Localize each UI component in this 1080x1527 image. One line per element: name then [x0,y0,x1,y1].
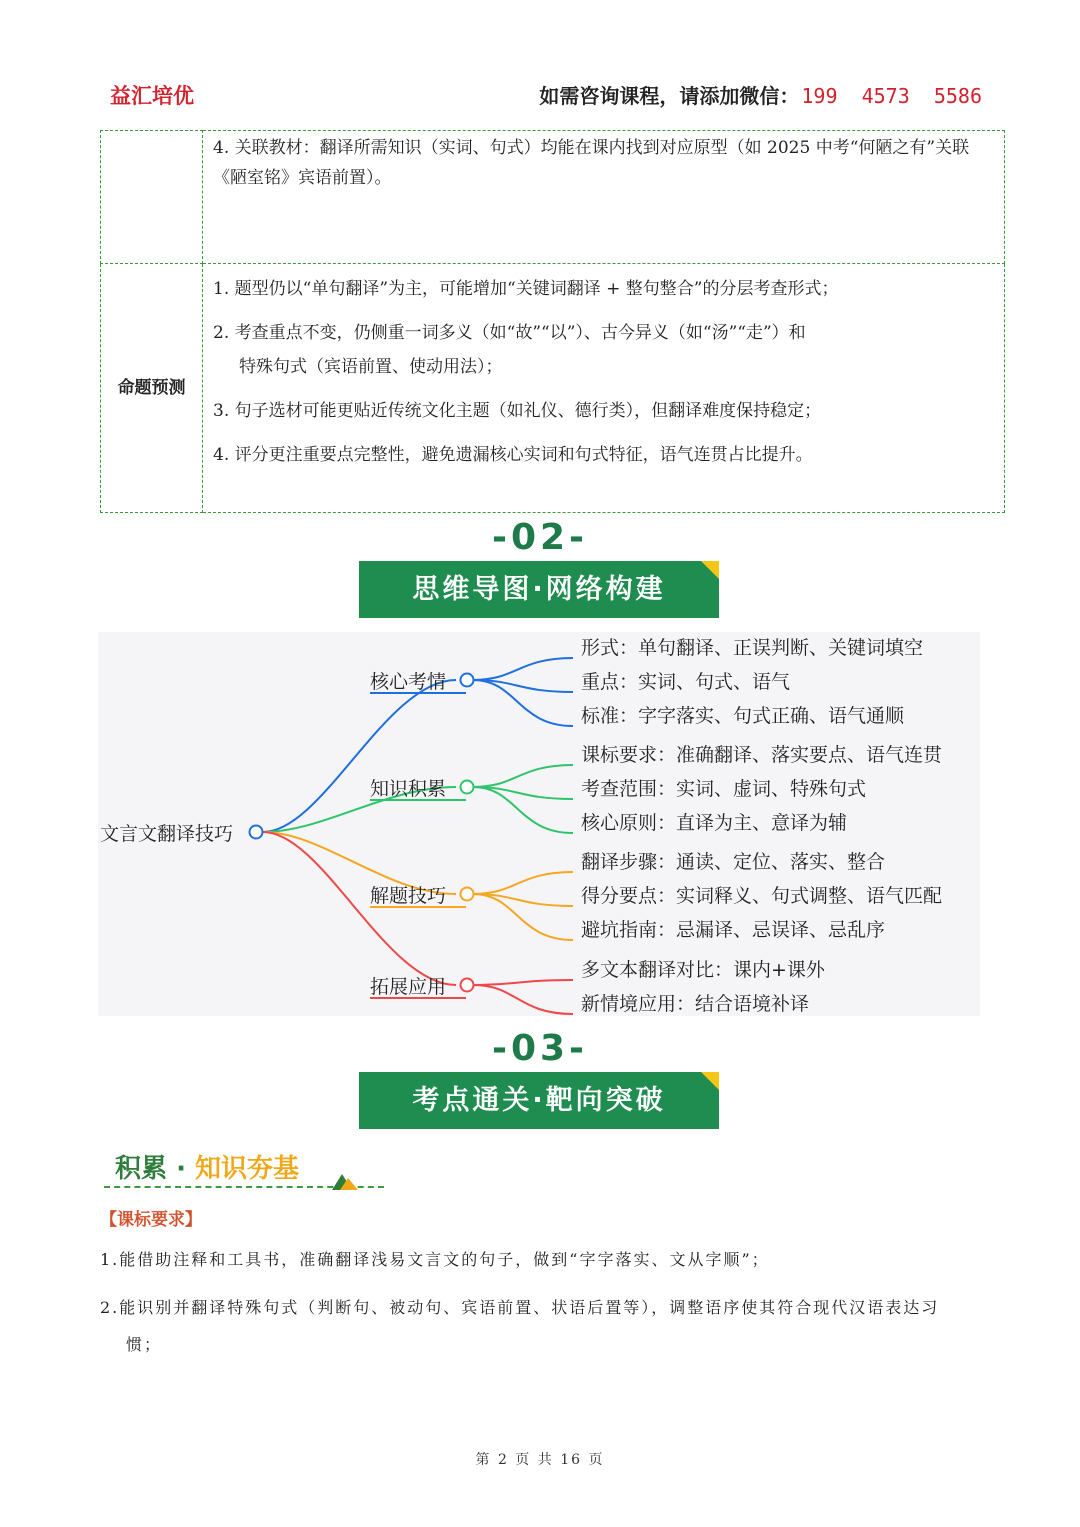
subsection-title-dot: · [176,1154,186,1184]
section-title: 思维导图·网络构建 [412,574,666,605]
section-number: -03- [492,1028,588,1069]
mind-map-branch: 解题技巧 [370,885,447,907]
mind-map-leaf: 核心原则：直译为主、意译为辅 [581,812,848,834]
mind-map-leaf: 多文本翻译对比：课内+课外 [581,959,825,981]
subsection-title-part1: 积累 [115,1154,168,1184]
row-content [203,264,1005,513]
page-footer: 第 2 页 共 16 页 [475,1452,605,1468]
row-label: 命题预测 [101,264,203,513]
mind-map-branch: 拓展应用 [370,976,447,998]
list-item: 4. 关联教材：翻译所需知识（实词、句式）均能在课内找到对应原型（如 2025 中考“何陋之有”关联《陋室铭》宾语前置）。 [213,138,970,188]
subsection-title [115,1148,299,1185]
list-item: 4. 评分更注重要点完整性，避免遗漏核心实词和句式特征，语气连贯占比提升。 [213,445,813,465]
contact-info [539,80,982,109]
mind-map-leaf-link [473,872,573,894]
list-item: 2. 考查重点不变，仍侧重一词多义（如“故”“以”）、古今异义（如“汤”“走”）和 [213,323,806,343]
mind-map-branch: 知识积累 [370,778,447,800]
phone-number: 199 4573 5586 [801,84,982,108]
contact-prefix: 如需咨询课程，请添加微信： [539,84,800,108]
section-banner [359,1072,719,1129]
mind-map [98,632,980,1016]
mind-map-leaf: 新情境应用：结合语境补译 [581,993,810,1015]
mind-map-root: 文言文翻译技巧 [100,823,234,845]
mind-map-leaf-link [473,658,573,680]
table-row [101,264,1005,513]
list-item: 1.能借助注释和工具书，准确翻译浅易文言文的句子，做到“字字落实、文从字顺”； [100,1250,770,1269]
mind-map-branch: 核心考情 [370,671,447,693]
mind-map-branch-link [263,832,456,985]
mind-map-leaf-link [473,980,573,985]
mind-map-node-icon [461,674,474,687]
list-item: 惯； [126,1335,163,1354]
mind-map-root-node-icon [250,826,263,839]
row-label [101,131,203,264]
section-number: -02- [492,517,588,558]
mind-map-leaf: 标准：字字落实、句式正确、语气通顺 [581,705,905,727]
mountain-icon [330,1170,360,1190]
list-item: 2.能识别并翻译特殊句式（判断句、被动句、宾语前置、状语后置等），调整语序使其符合现代汉语表达习 [100,1298,940,1317]
exam-info-table [100,130,1005,513]
list-item: 特殊句式（宾语前置、使动用法）； [239,357,503,377]
brand-name: 益汇培优 [110,84,194,108]
mind-map-node-icon [461,979,474,992]
list-item: 1. 题型仍以“单句翻译”为主，可能增加“关键词翻译 + 整句整合”的分层考查形式； [213,279,839,299]
subsection-title-part2: 知识夯基 [195,1154,300,1184]
table-row [101,131,1005,264]
corner-decoration-icon [701,561,719,579]
mind-map-leaf: 得分要点：实词释义、句式调整、语气匹配 [581,885,943,907]
mind-map-leaf-link [473,985,573,1014]
corner-decoration-icon [701,1072,719,1090]
row-content [203,131,1005,264]
mind-map-leaf: 翻译步骤：通读、定位、落实、整合 [581,851,886,873]
mind-map-node-icon [461,781,474,794]
mind-map-leaf: 避坑指南：忌漏译、忌误译、忌乱序 [581,919,886,941]
mind-map-leaf-link [473,765,573,787]
mind-map-node-icon [461,888,474,901]
list-item: 3. 句子选材可能更贴近传统文化主题（如礼仪、德行类），但翻译难度保持稳定； [213,401,822,421]
requirements-heading: 【课标要求】 [100,1210,202,1230]
mind-map-leaf: 重点：实词、句式、语气 [581,671,791,693]
mind-map-leaf: 考查范围：实词、虚词、特殊句式 [581,778,867,800]
mind-map-leaf: 课标要求：准确翻译、落实要点、语气连贯 [581,744,943,766]
section-banner [359,561,719,618]
mind-map-leaf: 形式：单句翻译、正误判断、关键词填空 [581,637,924,659]
section-title: 考点通关·靶向突破 [412,1085,666,1116]
